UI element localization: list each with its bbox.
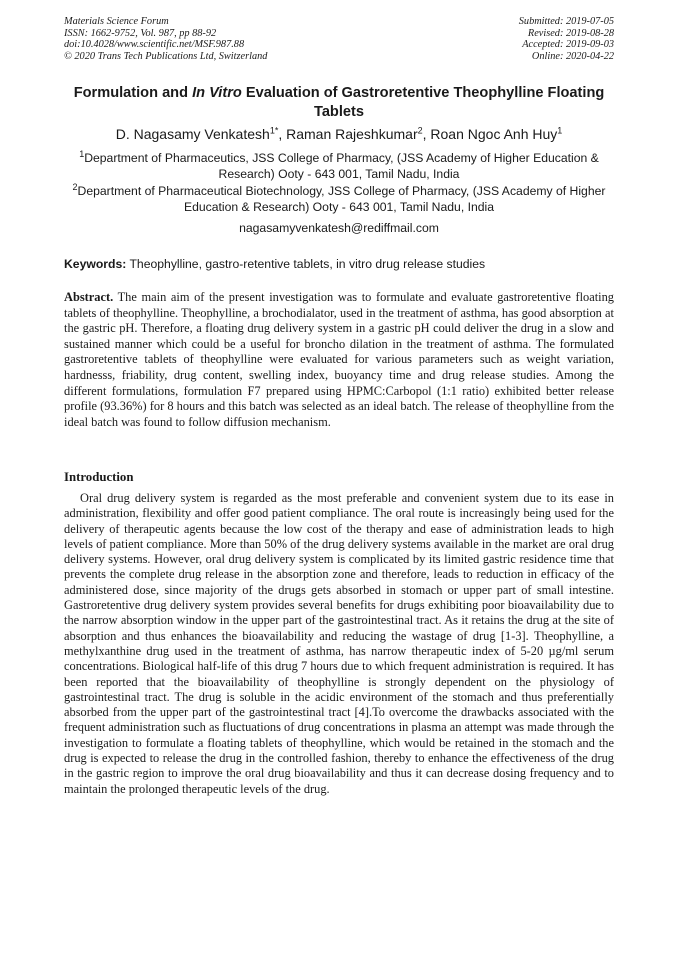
author-separator: , — [278, 126, 287, 142]
affiliation-2 — [72, 183, 606, 215]
abstract-paragraph — [64, 290, 614, 430]
accepted-date: Accepted: 2019-09-03 — [522, 39, 614, 50]
author-list — [64, 125, 614, 143]
keywords-text: Theophylline, gastro-retentive tablets, in vitro drug release studies — [126, 257, 486, 271]
author-2: Raman Rajeshkumar — [286, 126, 418, 142]
abstract-label: Abstract. — [64, 290, 114, 304]
affiliation-1-text: Department of Pharmaceutics, JSS College of Pharmacy, (JSS Academy of Higher Education & Research) Ooty - 643 001, Tamil Nadu, India — [84, 151, 599, 181]
author-separator: , — [422, 126, 431, 142]
affiliation-2-text: Department of Pharmaceutical Biotechnology, JSS College of Pharmacy, (JSS Academy of Higher Education & Research) Ooty - 643 001, Tamil Nadu, India — [77, 184, 606, 214]
doi-line[interactable]: doi:10.4028/www.scientific.net/MSF.987.88 — [64, 39, 245, 50]
submitted-date: Submitted: 2019-07-05 — [518, 16, 614, 27]
title-part-3: Evaluation of Gastroretentive Theophylline Floating Tablets — [241, 85, 605, 120]
abstract-text: The main aim of the present investigation was to formulate and evaluate gastroretentive floating tablets of theophylline. Theophylline, a brochodialator, used in the treatment of asthma, has good absorption at the gastric pH. Therefore, a floating drug delivery system in a gastric pH could deliver the drug in a slow and sustained manner which could be a useful for broncho dilation in the treatment of asthma. The formulated gastroretentive tablets of theophylline were evaluated for various parameters such as weight variation, hardnesss, friability, drug content, swelling index, buoyancy time and drug release studies. Among the different formulations, formulation F7 prepared using HPMC:Carbopol (1:1 ratio) exhibited better release profile (93.36%) for 8 hours and this batch was selected as an ideal batch. The release of theophylline from the ideal batch was found to follow diffusion mechanism. — [64, 290, 614, 429]
copyright-line: © 2020 Trans Tech Publications Ltd, Switzerland — [64, 50, 268, 62]
issn-line: ISSN: 1662-9752, Vol. 987, pp 88-92 — [64, 27, 217, 39]
introduction-heading: Introduction — [64, 470, 134, 484]
online-date: Online: 2020-04-22 — [531, 50, 614, 62]
journal-info — [64, 16, 267, 62]
title-italic: In Vitro — [192, 85, 242, 101]
publication-dates — [519, 16, 614, 62]
author-3-affiliation: 1 — [557, 125, 563, 136]
affiliation-1-number: 1 — [79, 148, 85, 159]
title-part-1: Formulation and — [73, 85, 193, 101]
author-1: D. Nagasamy Venkatesh — [115, 126, 270, 142]
author-2-affiliation: 2 — [417, 125, 423, 136]
author-3: Roan Ngoc Anh Huy — [430, 126, 558, 142]
affiliation-2-number: 2 — [72, 181, 78, 192]
corresponding-email[interactable]: nagasamyvenkatesh@rediffmail.com — [239, 221, 439, 235]
introduction-paragraph: Oral drug delivery system is regarded as the most preferable and convenient system due to its ease in administration, flexibility and offer good patient compliance. The oral route is increasingly being used for the delivery of therapeutic agents because the low cost of the therapy and ease of administration leads to high levels of patient compliance. More than 50% of the drug delivery systems available in the market are oral drug delivery systems. However, oral drug delivery system is complicated by its limited gastric residence time that prevents the complete drug release in the absorption zone and therefore, leads to reduction in efficacy of the administered dose, since majority of the drugs gets absorbed in stomach or upper part of small intestine. Gastroretentive drug delivery system provides several benefits for drugs exhibiting poor bioavailability due to the narrow absorption window in the upper part of the gastrointestinal tract. As it retains the drug at the site of absorption and thus enhances the bioavailability and reducing the wastage of drug [1-3]. Theophylline, a methylxanthine drug used in the treatment of asthma, has narrow therapeutic index of 5-20 µg/ml serum concentrations. Biological half-life of this drug 7 hours due to which frequent administration is required. It has been reported that the bioavailability of theophylline is strongly dependent on the physiology of gastrointestinal tract. The drug is soluble in the acidic environment of the stomach and thus preferentially absorbed from the upper part of the gastrointestinal tract [4].To overcome the drawbacks associated with the frequent administration such as fluctuations of drug concentrations in plasma an attempt was made through the investigation to formulate a floating tablets of theophylline, which would be retained in the stomach and the drug is expected to release the drug in the controlled fashion, thereby to enhance the effectiveness of the drug in the gastric region to improve the oral drug bioavailability and thus it can decrease dosing frequency and to maintain the prolonged therapeutic levels of the drug. — [64, 491, 614, 796]
paper-title — [64, 84, 614, 122]
journal-name: Materials Science Forum — [64, 16, 169, 27]
revised-date: Revised: 2019-08-28 — [527, 27, 614, 39]
keywords-line — [64, 256, 614, 272]
author-1-affiliation: 1* — [269, 125, 279, 136]
affiliation-1 — [72, 150, 606, 182]
keywords-label: Keywords: — [64, 257, 127, 271]
